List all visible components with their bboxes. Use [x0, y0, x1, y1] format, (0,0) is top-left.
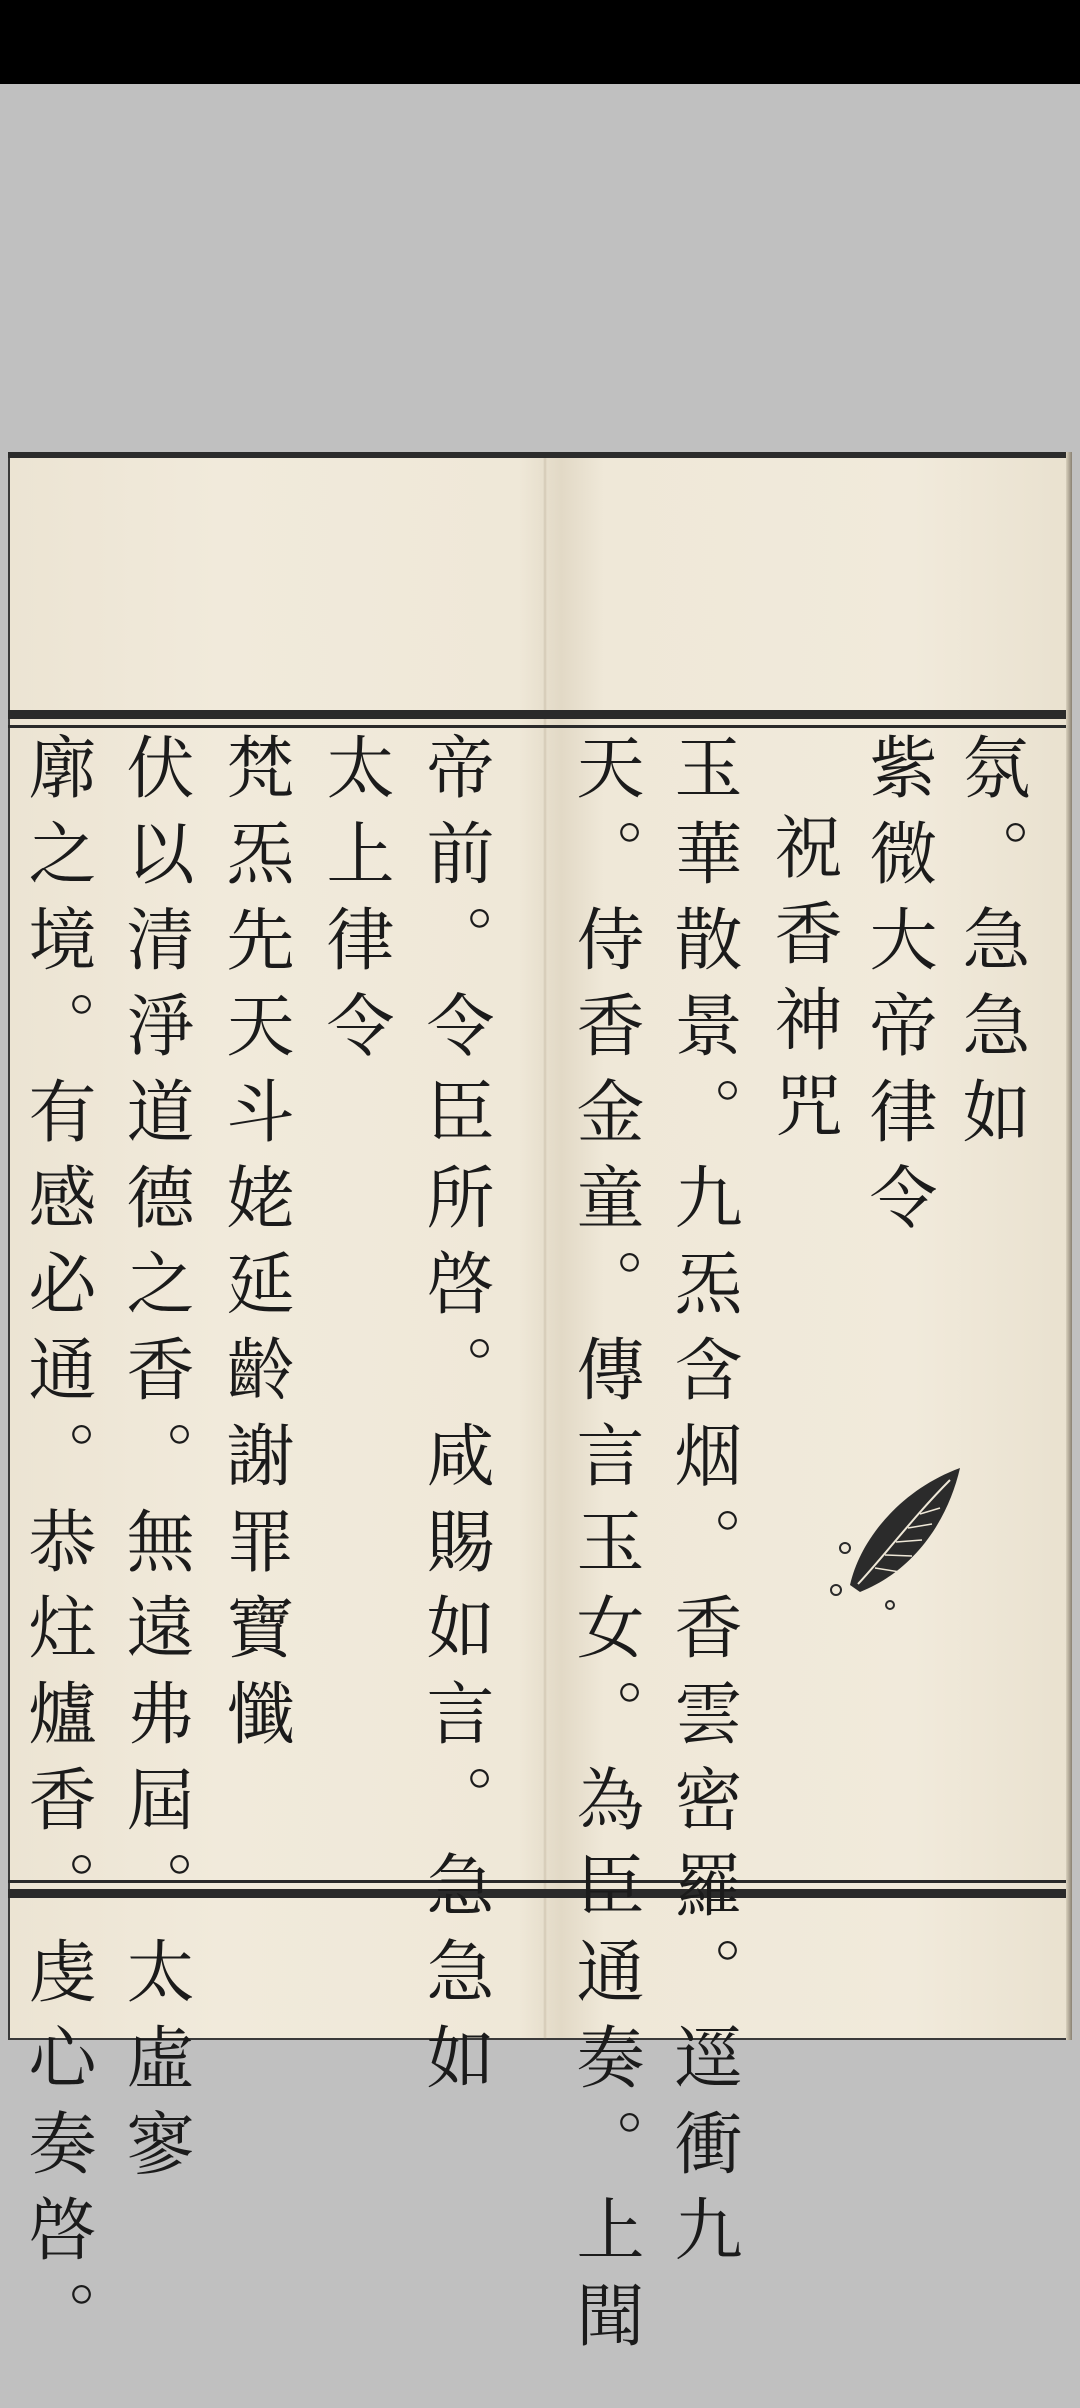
text-column-6: 帝前。令臣所啓。咸賜如言。急急如	[415, 732, 494, 2108]
text-column-4: 玉華散景。九炁含烟。香雲密羅。逕衝九	[663, 732, 742, 2280]
text-column-8: 梵炁先天斗姥延齡謝罪寶懺	[215, 732, 294, 1764]
page-right-edge	[1066, 452, 1072, 2040]
book-page-scan	[8, 452, 1072, 2366]
text-column-5: 天。侍香金童。傳言玉女。為臣通奏。上聞	[565, 732, 644, 2366]
text-column-9: 伏以清淨道德之香。無遠弗屆。太虛寥	[115, 732, 194, 2194]
top-border-thick	[8, 710, 1066, 719]
page-top-edge	[8, 452, 1072, 458]
text-column-2: 紫微大帝律令	[858, 732, 937, 1248]
text-column-3: 祝香神咒	[763, 812, 842, 1156]
text-column-7: 太上律令	[315, 732, 394, 1076]
center-fold	[543, 458, 547, 2040]
text-column-1: 氛。急急如	[951, 732, 1030, 1162]
text-column-10: 廓之境。有感必通。恭炷爐香。虔心奏啓。	[17, 732, 96, 2366]
top-border-thin	[8, 725, 1066, 728]
leaf-icon	[830, 1460, 980, 1610]
status-bar	[0, 0, 1080, 84]
